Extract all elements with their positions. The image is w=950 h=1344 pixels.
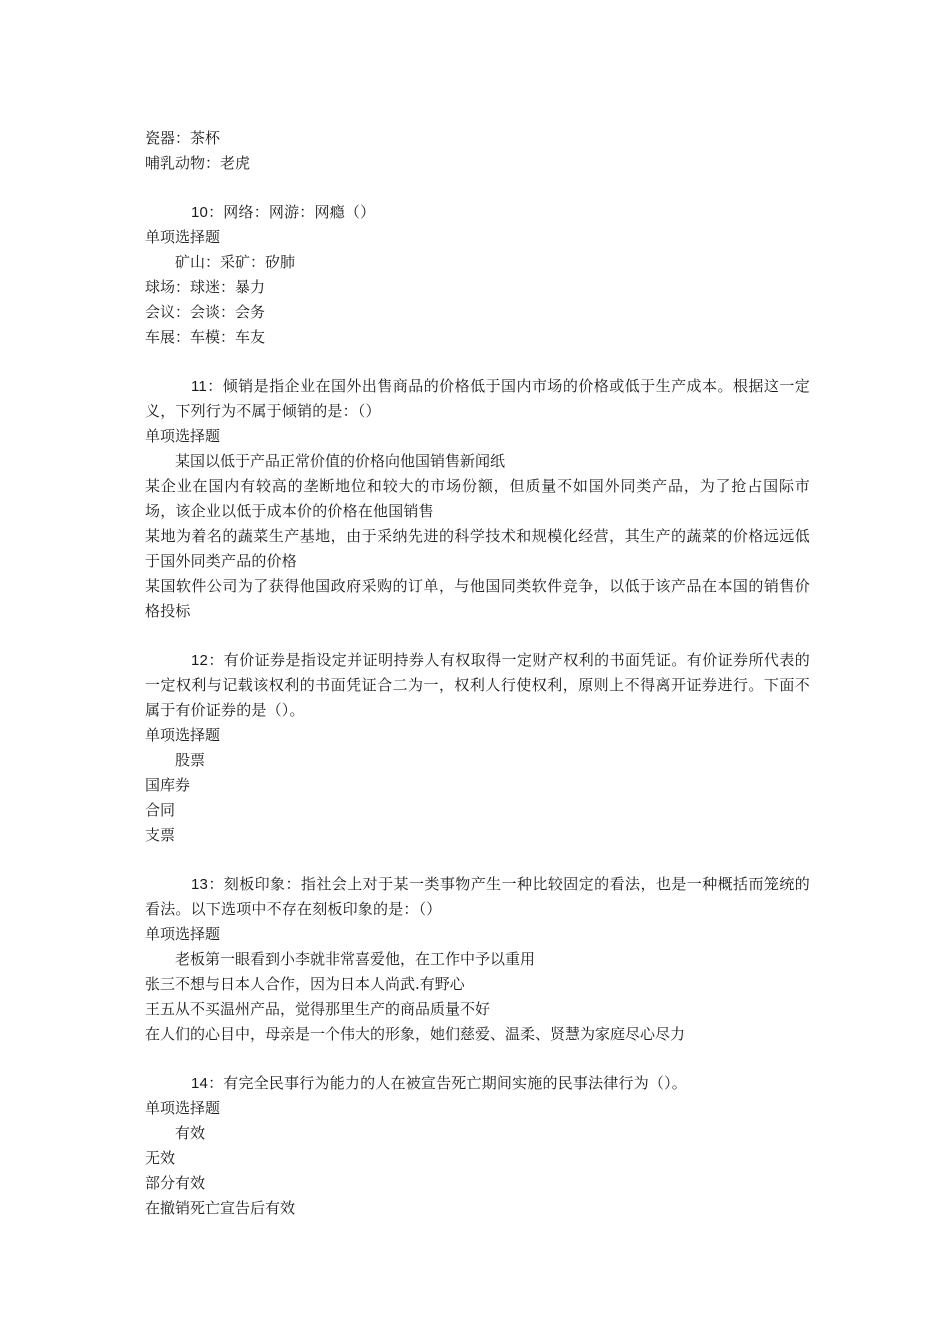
question-number: 12 (191, 652, 209, 669)
question-stem (145, 872, 810, 922)
question-14 (145, 1071, 810, 1221)
question-stem (145, 374, 810, 424)
question-stem (145, 200, 810, 225)
question-10 (145, 200, 810, 350)
question-number: 14 (191, 1075, 209, 1092)
option-d: 在人们的心目中，母亲是一个伟大的形象，她们慈爱、温柔、贤慧为家庭尽心尽力 (145, 1025, 686, 1043)
option-c: 王五从不买温州产品，觉得那里生产的商品质量不好 (145, 1000, 491, 1018)
option-a: 某国以低于产品正常价值的价格向他国销售新闻纸 (175, 452, 506, 470)
question-text: ：有完全民事行为能力的人在被宣告死亡期间实施的民事法律行为（）。 (208, 1074, 687, 1092)
option-c: 部分有效 (145, 1174, 206, 1192)
question-text: ：刻板印象：指社会上对于某一类事物产生一种比较固定的看法，也是一种概括而笼统的看法。以下选项中不存在刻板印象的是：（） (145, 875, 810, 918)
question-number: 10 (191, 204, 209, 221)
previous-question-tail (145, 126, 810, 176)
question-type: 单项选择题 (145, 427, 221, 445)
question-stem (145, 1071, 810, 1096)
option-a: 矿山：采矿：矽肺 (175, 253, 296, 271)
question-type: 单项选择题 (145, 726, 221, 744)
question-13 (145, 872, 810, 1047)
option-c: 某地为着名的蔬菜生产基地，由于采纳先进的科学技术和规模化经营，其生产的蔬菜的价格远远低于国外同类产品的价格 (145, 527, 810, 570)
question-type: 单项选择题 (145, 925, 221, 943)
option-b: 球场：球迷：暴力 (145, 278, 266, 296)
question-text: ：网络：网游：网瘾（） (208, 203, 376, 221)
option-b: 张三不想与日本人合作，因为日本人尚武.有野心 (145, 975, 465, 993)
option-text: 哺乳动物：老虎 (145, 154, 251, 172)
option-b: 国库券 (145, 776, 191, 794)
option-d: 某国软件公司为了获得他国政府采购的订单，与他国同类软件竞争，以低于该产品在本国的销售价格投标 (145, 577, 810, 620)
question-stem (145, 648, 810, 723)
option-d: 车展：车模：车友 (145, 328, 266, 346)
option-b: 无效 (145, 1149, 176, 1167)
question-type: 单项选择题 (145, 228, 221, 246)
option-a: 有效 (175, 1124, 206, 1142)
option-c: 合同 (145, 801, 176, 819)
document-page (145, 126, 810, 1221)
option-d: 支票 (145, 826, 176, 844)
option-a: 股票 (175, 751, 206, 769)
question-type: 单项选择题 (145, 1099, 221, 1117)
question-11 (145, 374, 810, 624)
option-text: 瓷器：茶杯 (145, 129, 221, 147)
question-12 (145, 648, 810, 848)
question-text: ：倾销是指企业在国外出售商品的价格低于国内市场的价格或低于生产成本。根据这一定义，下列行为不属于倾销的是：（） (145, 377, 810, 420)
question-text: ：有价证券是指设定并证明持券人有权取得一定财产权利的书面凭证。有价证券所代表的一定权利与记载该权利的书面凭证合二为一，权利人行使权利，原则上不得离开证券进行。下面不属于有价证券的是（）。 (145, 651, 810, 719)
question-number: 11 (191, 378, 207, 395)
option-b: 某企业在国内有较高的垄断地位和较大的市场份额，但质量不如国外同类产品，为了抢占国际市场，该企业以低于成本价的价格在他国销售 (145, 477, 810, 520)
option-a: 老板第一眼看到小李就非常喜爱他，在工作中予以重用 (175, 950, 536, 968)
option-d: 在撤销死亡宣告后有效 (145, 1199, 296, 1217)
option-c: 会议：会谈：会务 (145, 303, 266, 321)
question-number: 13 (191, 876, 209, 893)
